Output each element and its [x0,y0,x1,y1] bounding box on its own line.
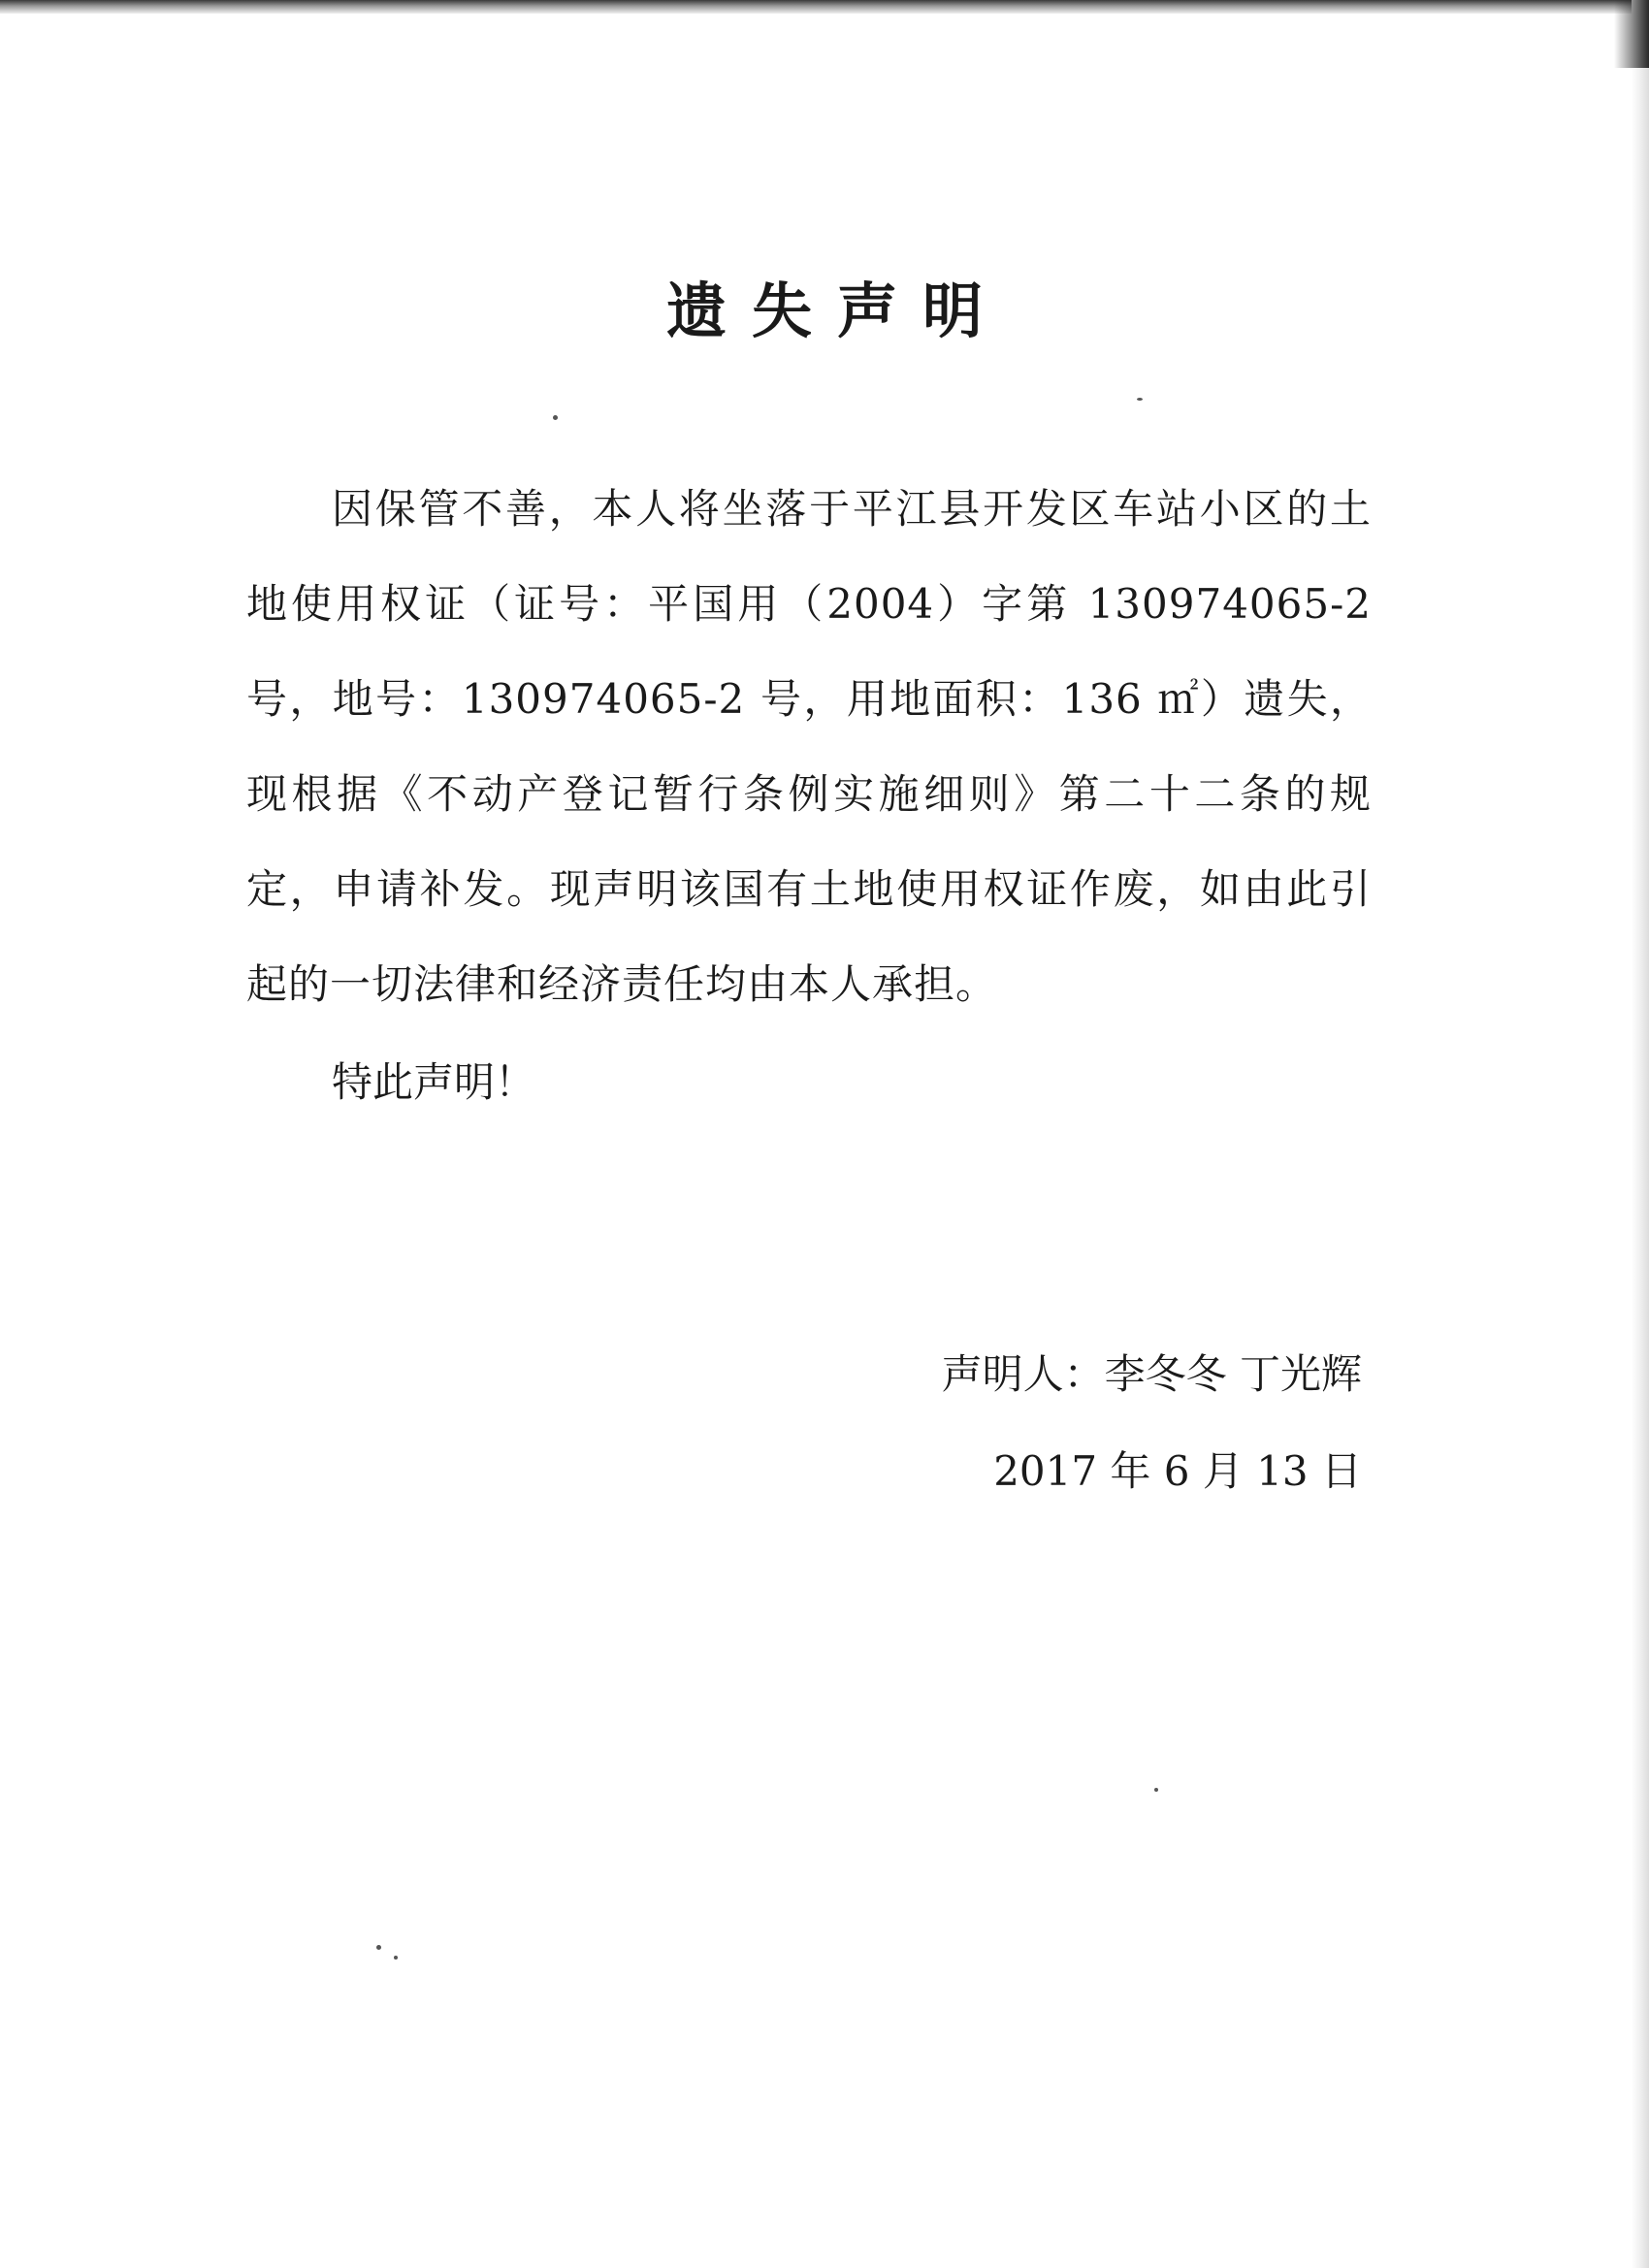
scan-speck [394,1956,398,1960]
declaration-body [246,462,1372,1032]
declarant-line: 声明人：李冬冬 丁光辉 [941,1350,1362,1398]
document-title: 遗失声明 [665,275,1008,346]
declaration-date: 2017 年 6 月 13 日 [993,1447,1362,1495]
closing-statement: 特此声明！ [332,1058,536,1106]
scan-top-edge [0,0,1649,14]
scan-speck [1137,398,1143,401]
scan-speck [1154,1788,1158,1792]
scan-corner-shadow [1614,0,1649,68]
scan-speck [553,415,558,420]
body-paragraph: 因保管不善，本人将坐落于平江县开发区车站小区的土地使用权证（证号：平国用（2004）字第 130974065-2 号，地号：130974065-2 号，用地面积：136 ㎡）遗失，现根据《不动产登记暂行条例实施细则》第二十二条的规定，申请补发。现声明该国有土地使用权证作废，如由此引起的一切法律和经济责任均由本人承担。 [246,485,1372,1008]
scan-speck [376,1945,381,1950]
